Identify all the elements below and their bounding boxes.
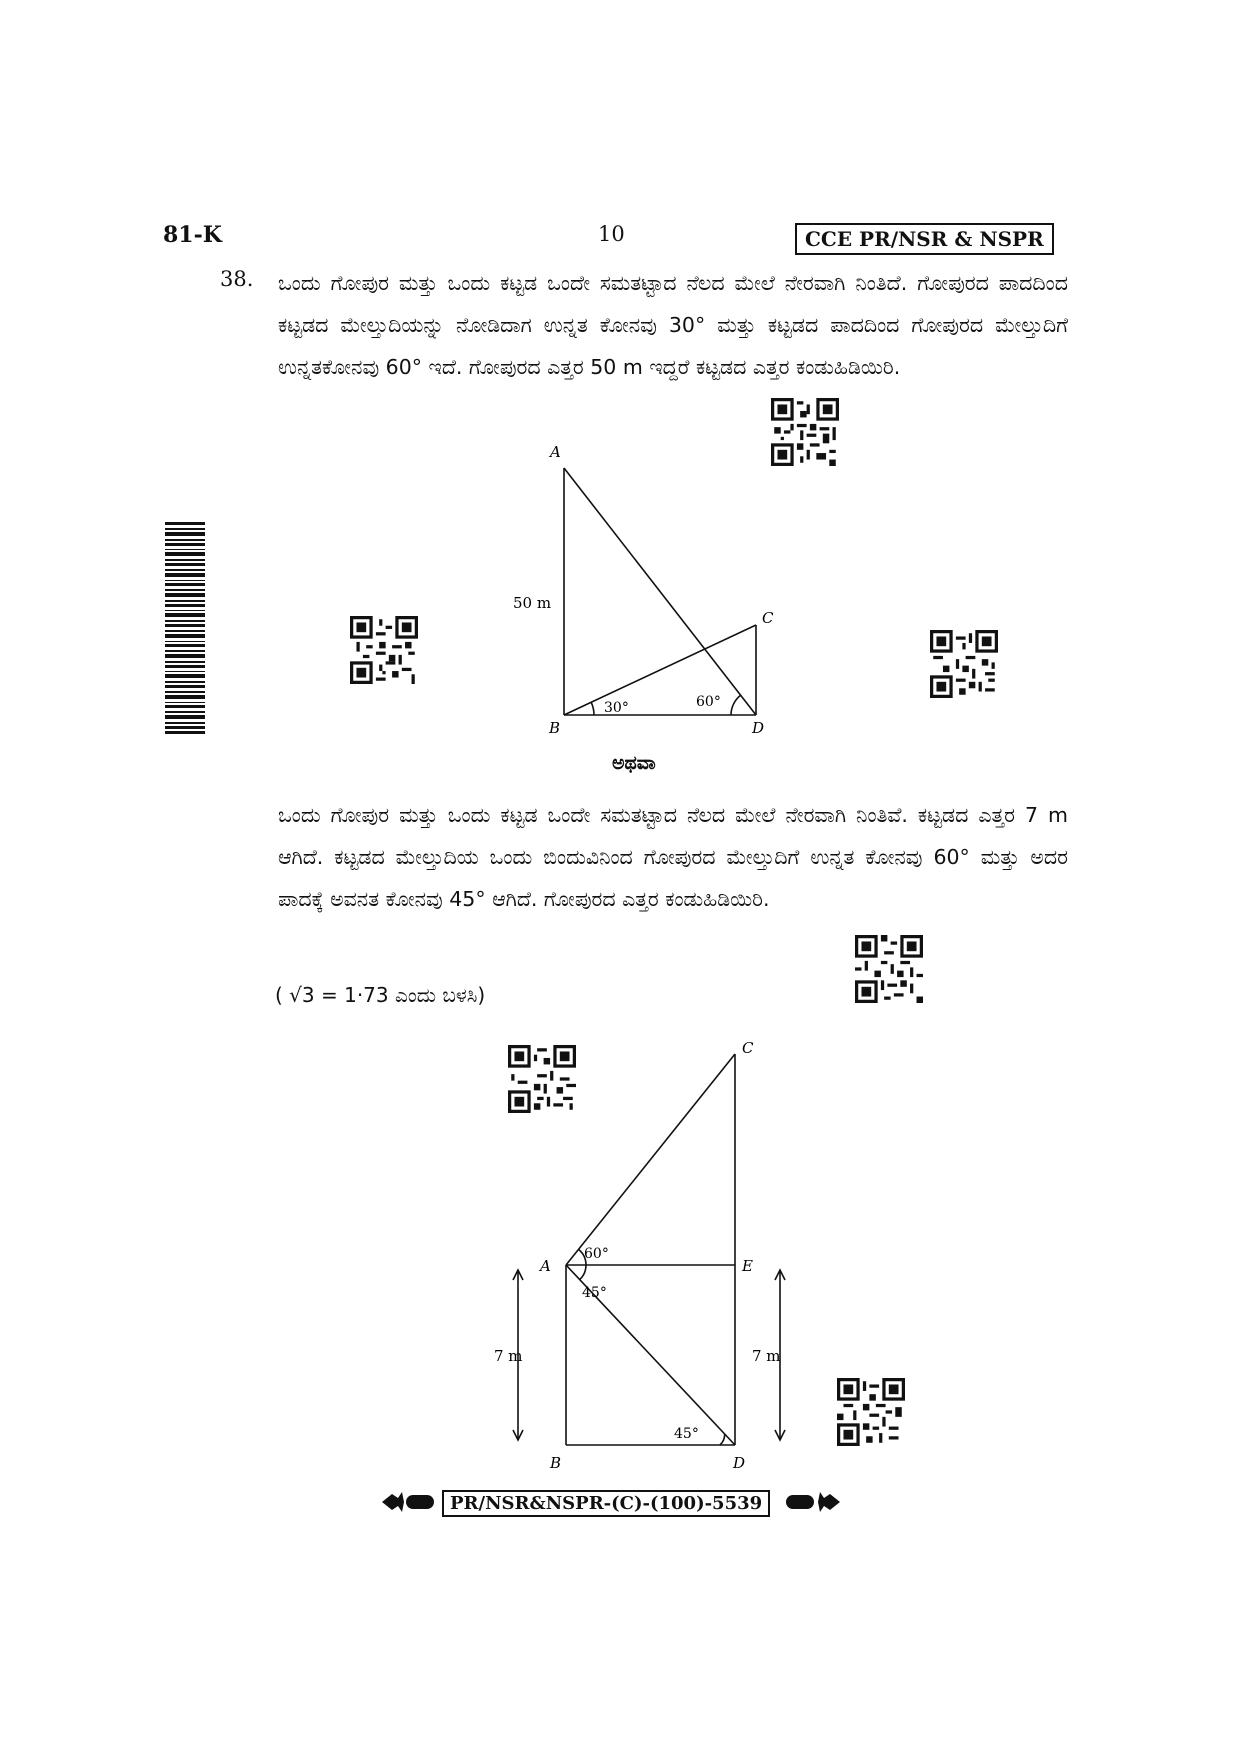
ornament-right-icon: [784, 1488, 842, 1516]
barcode: [165, 522, 205, 734]
label-d: D: [733, 1454, 746, 1470]
label-c: C: [762, 609, 774, 627]
question-alt-text: ಒಂದು ಗೋಪುರ ಮತ್ತು ಒಂದು ಕಟ್ಟಡ ಒಂದೇ ಸಮತಟ್ಟಾದ ನೆಲದ ಮೇಲೆ ನೇರವಾಗಿ ನಿಂತಿವೆ. ಕಟ್ಟಡದ ಎತ್ತರ 7 m ಆಗಿದೆ. ಕಟ್ಟಡದ ಮೇಲ್ತುದಿಯ ಒಂದು ಬಿಂದುವಿನಿಂದ ಗೋಪುರದ ಮೇಲ್ತುದಿಗೆ ಉನ್ನತ ಕೋನವು 60° ಮತ್ತು ಅದರ ಪಾದಕ್ಕೆ ಅವನತ ಕೋನವು 45° ಆಗಿದೆ. ಗೋಪುರದ ಎತ್ತರ ಕಂಡುಹಿಡಿಯಿರಿ.: [278, 803, 1068, 911]
qr-code-icon: [855, 935, 923, 1003]
line-bc: [564, 625, 756, 715]
label-e: E: [742, 1257, 753, 1275]
qr-code-icon: [350, 616, 418, 684]
page-number: 10: [598, 222, 625, 246]
angle-arc-d: [720, 1434, 725, 1445]
height-label: 50 m: [513, 594, 552, 612]
line-ad: [564, 468, 756, 715]
figure-2-diagram: [490, 1030, 810, 1470]
angle-d-label: 45°: [674, 1426, 699, 1442]
footer-code: PR/NSR&NSPR-(C)-(100)-5539: [442, 1490, 770, 1517]
question-number: 38.: [220, 267, 254, 291]
line-ac: [566, 1054, 735, 1265]
angle-arc-down: [580, 1265, 586, 1280]
paper-code: 81-K: [163, 222, 222, 248]
angle-arc-d: [731, 695, 741, 715]
ornament-left-icon: [380, 1488, 438, 1516]
label-b: B: [550, 1454, 562, 1470]
angle-d-label: 60°: [696, 694, 721, 710]
label-a: A: [550, 443, 561, 461]
angle-b-label: 30°: [604, 700, 629, 716]
left-height-label: 7 m: [494, 1347, 523, 1365]
angle-up-label: 60°: [584, 1246, 609, 1262]
label-c: C: [742, 1039, 754, 1057]
qr-code-icon: [837, 1378, 905, 1446]
hint-text: ( √3 = 1·73 ಎಂದು ಬಳಸಿ): [275, 983, 486, 1007]
label-a: A: [540, 1257, 551, 1275]
angle-arc-b: [591, 702, 594, 715]
label-b: B: [549, 719, 561, 737]
exam-label: CCE PR/NSR & NSPR: [795, 223, 1054, 255]
label-d: D: [752, 719, 765, 737]
angle-down-label: 45°: [582, 1285, 607, 1301]
question-text: ಒಂದು ಗೋಪುರ ಮತ್ತು ಒಂದು ಕಟ್ಟಡ ಒಂದೇ ಸಮತಟ್ಟಾದ ನೆಲದ ಮೇಲೆ ನೇರವಾಗಿ ನಿಂತಿದೆ. ಗೋಪುರದ ಪಾದದಿಂದ ಕಟ್ಟಡದ ಮೇಲ್ತುದಿಯನ್ನು ನೋಡಿದಾಗ ಉನ್ನತ ಕೋನವು 30° ಮತ್ತು ಕಟ್ಟಡದ ಪಾದದಿಂದ ಗೋಪುರದ ಮೇಲ್ತುದಿಗೆ ಉನ್ನತಕೋನವು 60° ಇದೆ. ಗೋಪುರದ ಎತ್ತರ 50 m ಇದ್ದರೆ ಕಟ್ಟಡದ ಎತ್ತರ ಕಂಡುಹಿಡಿಯಿರಿ.: [278, 271, 1068, 379]
figure-1-diagram: [500, 440, 800, 750]
right-height-label: 7 m: [752, 1347, 781, 1365]
or-label: ಅಥವಾ: [612, 752, 656, 774]
qr-code-icon: [930, 630, 998, 698]
